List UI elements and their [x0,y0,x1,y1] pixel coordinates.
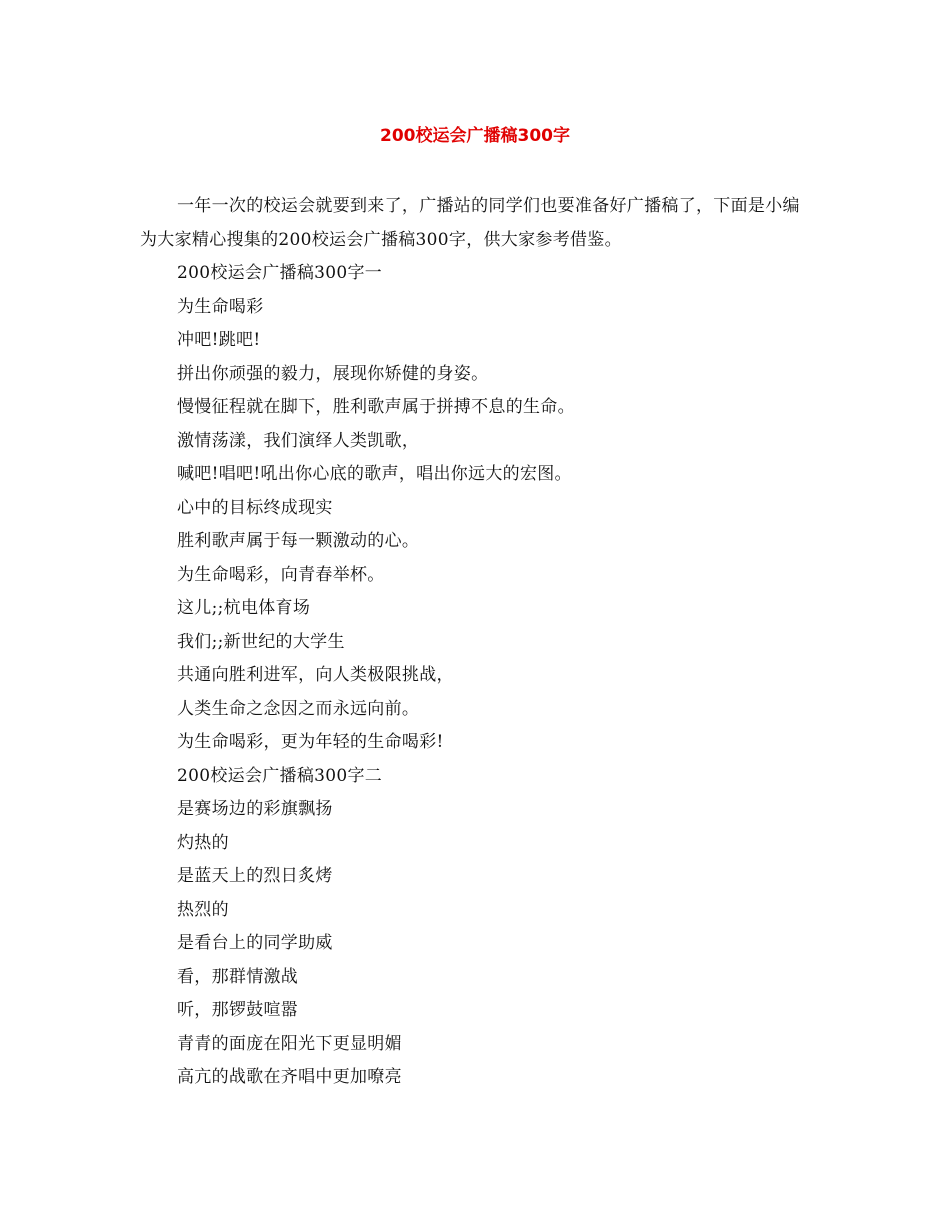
document-body [140,190,816,1095]
body-line: 是赛场边的彩旗飘扬 [177,799,333,819]
body-line: 是看台上的同学助威 [177,933,333,953]
body-line: 200校运会广播稿300字一 [177,263,383,283]
body-line: 热烈的 [177,899,229,920]
body-line: 胜利歌声属于每一颗激动的心。 [177,531,420,551]
body-line: 为生命喝彩 [177,296,264,317]
body-line: 灼热的 [177,832,229,853]
body-line: 为生命喝彩，更为年轻的生命喝彩! [177,732,444,752]
body-line: 人类生命之念因之而永远向前。 [177,698,420,719]
document-title: 200校运会广播稿300字 [380,126,570,146]
body-line: 冲吧!跳吧! [177,330,261,350]
body-line: 是蓝天上的烈日炙烤 [177,866,333,886]
body-line: 这儿;;杭电体育场 [177,598,311,618]
body-line: 看，那群情激战 [177,966,299,987]
body-line: 我们;;新世纪的大学生 [177,631,345,652]
body-line: 拼出你顽强的毅力，展现你矫健的身姿。 [177,363,489,384]
body-line: 激情荡漾，我们演绎人类凯歌， [177,430,420,451]
body-line: 为生命喝彩，向青春举杯。 [177,564,385,585]
intro-paragraph: 一年一次的校运会就要到来了，广播站的同学们也要准备好广播稿了，下面是小编为大家精心搜集的200校运会广播稿300字，供大家参考借鉴。 [140,196,800,250]
body-line: 心中的目标终成现实 [177,497,333,518]
body-line: 慢慢征程就在脚下，胜利歌声属于拼搏不息的生命。 [177,397,575,417]
body-line: 200校运会广播稿300字二 [177,765,383,786]
body-line: 听，那锣鼓喧嚣 [177,1000,299,1020]
body-line: 青青的面庞在阳光下更显明媚 [177,1033,402,1054]
body-line: 高亢的战歌在齐唱中更加嘹亮 [177,1067,402,1087]
body-line: 喊吧!唱吧!吼出你心底的歌声，唱出你远大的宏图。 [177,464,572,484]
body-line: 共通向胜利进军，向人类极限挑战， [177,665,454,685]
body-lines [140,257,816,1095]
